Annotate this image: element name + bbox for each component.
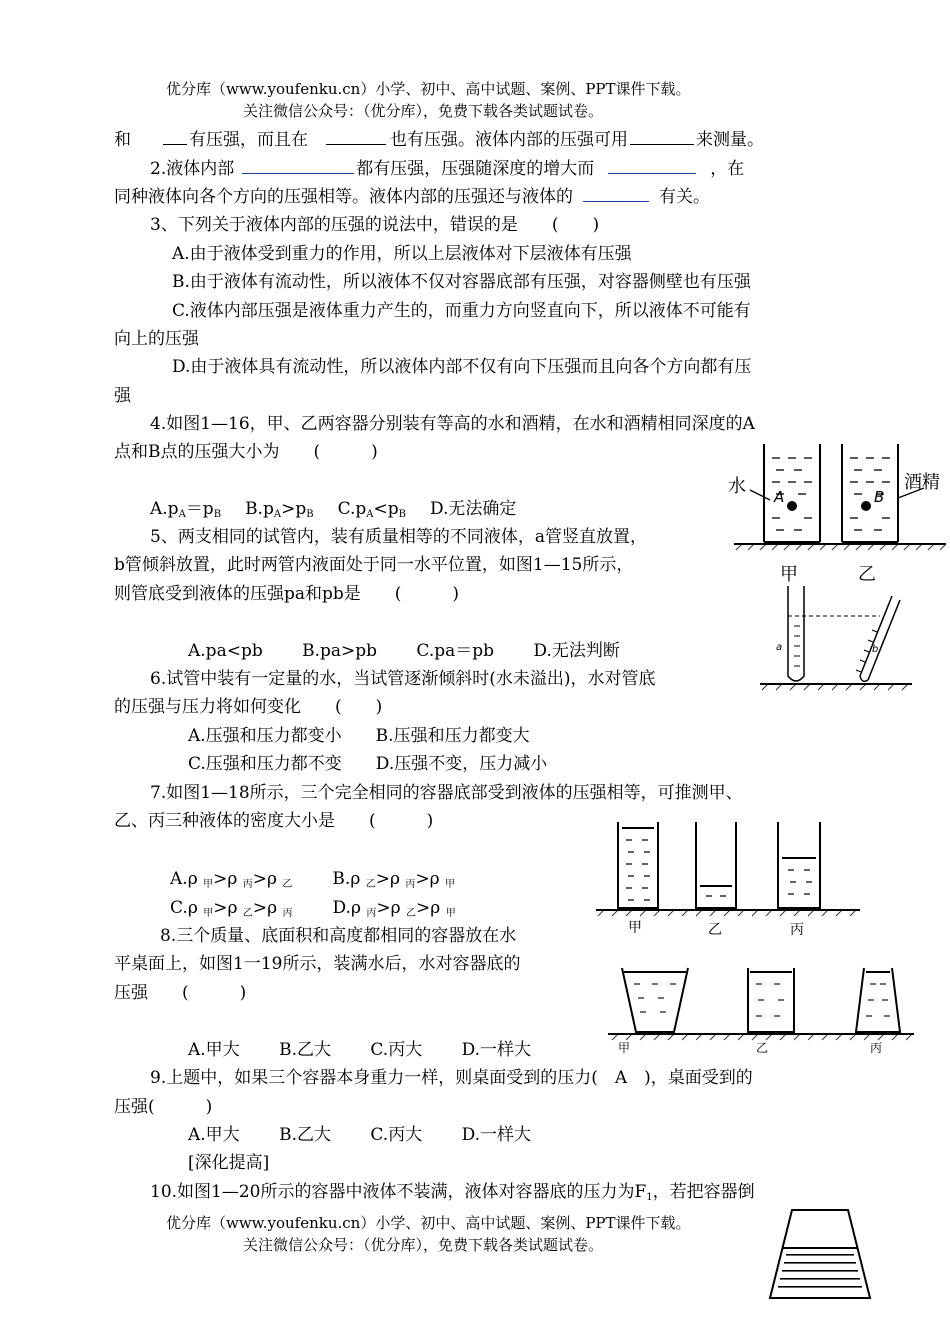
- section-heading: [深化提高]: [188, 1153, 270, 1173]
- q4-line-1: 4.如图1—16，甲、乙两容器分别装有等高的水和酒精，在水和酒精相同深度的A: [150, 414, 755, 434]
- q9-line-2: 压强( ): [114, 1097, 213, 1117]
- footer-line-1: 优分库（www.youfenku.cn）小学、初中、高中试题、案例、PPT课件下载。: [166, 1214, 691, 1232]
- label-jia: 甲: [628, 920, 642, 936]
- q3-option-d-cont: 强: [114, 386, 131, 406]
- q6-options-cd: C.压强和压力都不变 D.压强不变，压力减小: [188, 754, 548, 774]
- q3-option-a: A.由于液体受到重力的作用，所以上层液体对下层液体有压强: [172, 244, 632, 264]
- q2-line-2: 同种液体向各个方向的压强相等。液体内部的压强还与液体的 有关。: [114, 187, 710, 207]
- label-point-a: A: [774, 488, 785, 506]
- q9-options: A.甲大 B.乙大 C.丙大 D.一样大: [188, 1125, 532, 1145]
- figure-1-20: [764, 1204, 876, 1304]
- label-jia: 甲: [618, 1041, 631, 1055]
- label-bing: 丙: [790, 922, 804, 938]
- q10-line-1: 10.如图1—20所示的容器中液体不装满，液体对容器底的压力为$F_1$，若把容器倒: [150, 1182, 755, 1203]
- q6-line-1: 6.试管中装有一定量的水，当试管逐渐倾斜时(水未溢出)，水对管底: [150, 669, 656, 689]
- label-yi: 乙: [756, 1041, 769, 1055]
- header-line-2: 关注微信公众号：（优分库），免费下载各类试题试卷。: [243, 102, 604, 120]
- q5-line-3: 则管底受到液体的压强pa和pb是 ( ): [114, 584, 460, 604]
- q8-line-1: 8.三个质量、底面积和高度都相同的容器放在水: [160, 926, 517, 946]
- label-yi: 乙: [708, 922, 722, 938]
- q8-options: A.甲大 B.乙大 C.丙大 D.一样大: [188, 1040, 532, 1060]
- label-yi: 乙: [858, 564, 876, 585]
- label-water: 水: [728, 476, 746, 497]
- figure-1-16: [724, 440, 950, 590]
- q4-options: $A.p_A=p_B$ $B.p_A>p_B$ $C.p_A<p_B$ D.无法确定: [150, 499, 517, 520]
- q3-stem: 3、下列关于液体内部的压强的说法中，错误的是 ( ): [150, 215, 600, 235]
- q9-line-1: 9.上题中，如果三个容器本身重力一样，则桌面受到的压力( A )，桌面受到的: [150, 1068, 753, 1088]
- figure-1-19: [608, 960, 914, 1056]
- q3-option-c: C.液体内部压强是液体重力产生的，而重力方向竖直向下，所以液体不可能有: [172, 301, 751, 321]
- figure-1-18: [592, 816, 864, 940]
- label-jia: 甲: [780, 564, 798, 585]
- header-line-1: 优分库（www.youfenku.cn）小学、初中、高中试题、案例、PPT课件下载。: [166, 80, 691, 98]
- label-tube-a: a: [776, 642, 783, 653]
- q6-line-2: 的压强与压力将如何变化 ( ): [114, 697, 383, 717]
- q3-option-b: B.由于液体有流动性，所以液体不仅对容器底部有压强，对容器侧壁也有压强: [172, 272, 751, 292]
- q7-line-2: 乙、丙三种液体的密度大小是 ( ): [114, 811, 434, 831]
- label-bing: 丙: [870, 1041, 883, 1055]
- q8-line-2: 平桌面上，如图1一19所示，装满水后，水对容器底的: [114, 954, 521, 974]
- footer-line-2: 关注微信公众号：（优分库），免费下载各类试题试卷。: [243, 1236, 604, 1254]
- label-tube-b: b: [872, 644, 879, 655]
- q5-line-2: b管倾斜放置，此时两管内液面处于同一水平位置，如图1—15所示，: [114, 555, 634, 575]
- figure-1-15: [756, 580, 912, 692]
- q3-option-c-cont: 向上的压强: [114, 329, 199, 349]
- q4-line-2: 点和B点的压强大小为 ( ): [114, 442, 378, 462]
- q5-line-1: 5、两支相同的试管内，装有质量相等的不同液体，a管竖直放置，: [150, 527, 647, 547]
- q7-options-ab: A.ρ $_甲$>ρ $_丙$>ρ $_乙$ B.ρ $_乙$>ρ $_丙$>ρ $_甲$: [170, 869, 456, 890]
- label-alcohol: 酒精: [904, 472, 940, 493]
- q6-options-ab: A.压强和压力都变小 B.压强和压力都变大: [188, 726, 530, 746]
- q2-line-1: 2.液体内部 都有压强，压强随深度的增大而 ，在: [150, 159, 745, 179]
- q1-line: 和 有压强，而且在 也有压强。液体内部的压强可用 来测量。: [114, 130, 764, 150]
- label-point-b: B: [874, 488, 885, 506]
- q8-line-3: 压强 ( ): [114, 983, 247, 1003]
- q7-options-cd: C.ρ $_甲$>ρ $_乙$>ρ $_丙$ D.ρ $_丙$>ρ $_乙$>ρ $_甲$: [170, 898, 456, 919]
- q3-option-d: D.由于液体具有流动性，所以液体内部不仅有向下压强而且向各个方向都有压: [172, 357, 752, 377]
- q7-line-1: 7.如图1—18所示，三个完全相同的容器底部受到液体的压强相等，可推测甲、: [150, 783, 743, 803]
- q5-options: A.pa<pb B.pa>pb C.pa＝pb D.无法判断: [188, 641, 620, 661]
